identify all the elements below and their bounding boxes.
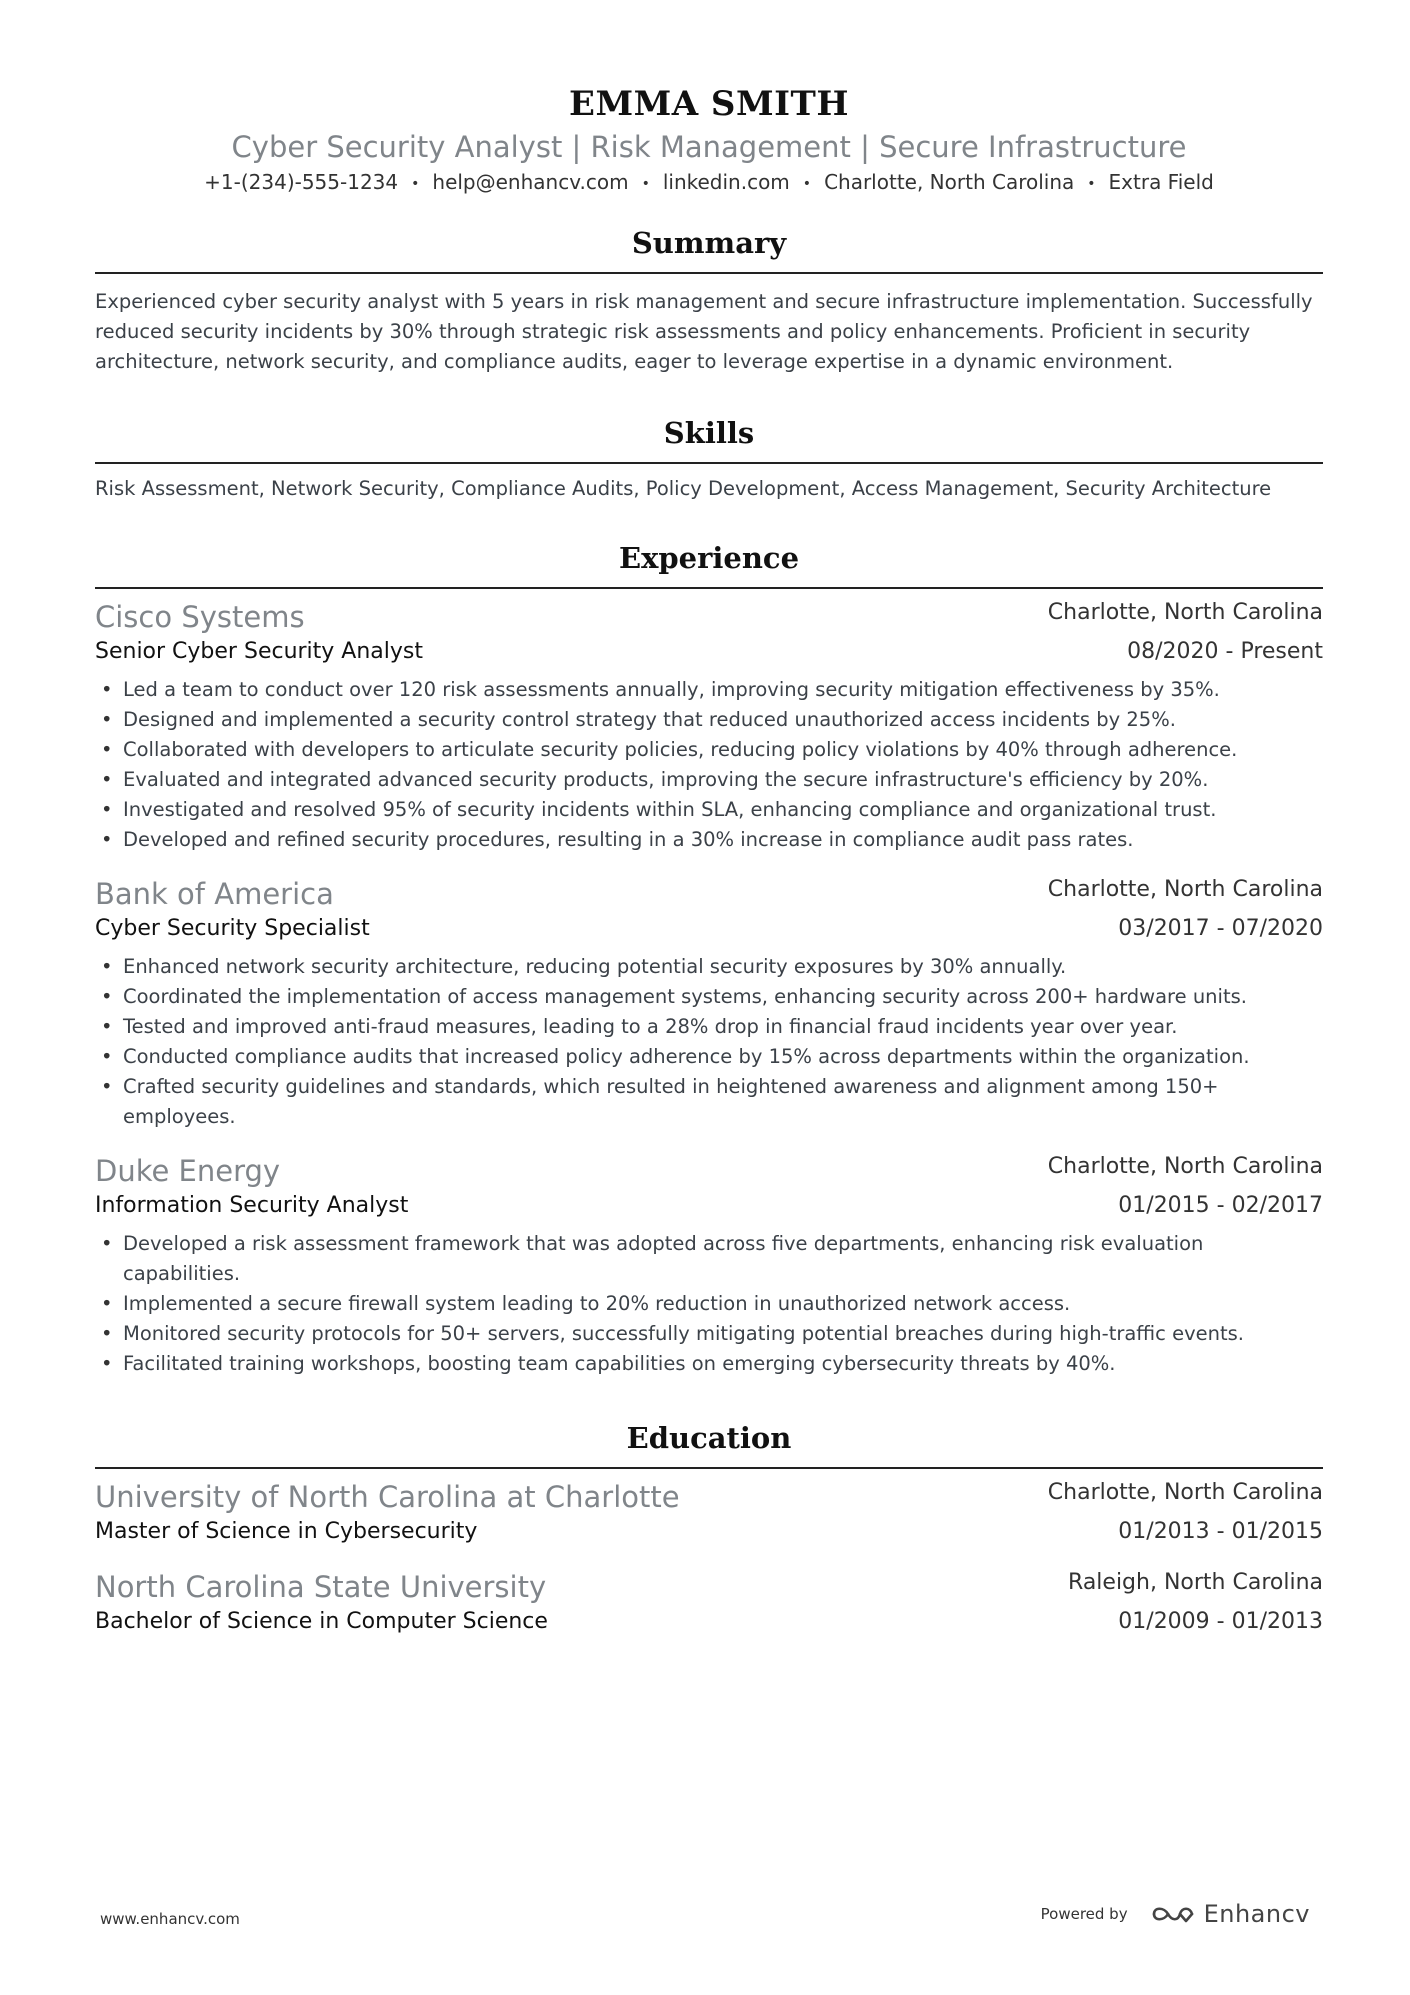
- extra-field-text: Extra Field: [1108, 170, 1214, 194]
- section-title-education: Education: [626, 1421, 792, 1455]
- education-dates: 01/2009 - 01/2013: [1118, 1609, 1323, 1634]
- skills-text: Risk Assessment, Network Security, Compliance Audits, Policy Development, Access Management, Security Architecture: [95, 477, 1272, 500]
- school-location: Charlotte, North Carolina: [1047, 1480, 1323, 1505]
- separator-dot: •: [1087, 175, 1096, 192]
- bullet-item: • Developed a risk assessment framework that was adopted across five departments, enhancing risk evaluation capabilities.: [95, 1229, 1323, 1289]
- bullet-item: • Implemented a secure firewall system leading to 20% reduction in unauthorized network access.: [95, 1289, 1323, 1319]
- enhancv-logo-icon: [1150, 1902, 1196, 1926]
- section-title-experience: Experience: [618, 541, 800, 575]
- summary-text: Experienced cyber security analyst with 5 years in risk management and secure infrastructure implementation. Successfully reduced security incidents by 30% through strategic risk assessments and policy enhancements. Proficient in security architecture, network security, and compliance audits, eager to leverage expertise in a dynamic environment.: [95, 290, 1313, 373]
- candidate-headline: Cyber Security Analyst | Risk Management | Secure Infrastructure: [231, 130, 1187, 164]
- company-name: Duke Energy: [95, 1154, 281, 1188]
- separator-dot: •: [641, 175, 650, 192]
- job-bullets: [95, 1229, 1323, 1379]
- section-divider: [95, 587, 1323, 589]
- job-dates: 01/2015 - 02/2017: [1118, 1193, 1323, 1218]
- degree-title: Bachelor of Science in Computer Science: [95, 1609, 548, 1634]
- bullet-item: • Conducted compliance audits that increased policy adherence by 15% across departments within the organization.: [95, 1042, 1323, 1072]
- separator-dot: •: [802, 175, 812, 192]
- job-location: Charlotte, North Carolina: [1047, 600, 1323, 625]
- bullet-item: • Tested and improved anti-fraud measures, leading to a 28% drop in financial fraud incidents year over year.: [95, 1012, 1323, 1042]
- enhancv-logo[interactable]: [1150, 1900, 1310, 1928]
- bullet-item: • Facilitated training workshops, boosting team capabilities on emerging cybersecurity threats by 40%.: [95, 1349, 1323, 1379]
- linkedin-link[interactable]: linkedin.com: [662, 170, 790, 194]
- degree-title: Master of Science in Cybersecurity: [95, 1519, 478, 1544]
- candidate-name: EMMA SMITH: [569, 84, 849, 124]
- section-divider: [95, 272, 1323, 274]
- bullet-item: • Designed and implemented a security control strategy that reduced unauthorized access incidents by 25%.: [95, 705, 1323, 735]
- job-title: Information Security Analyst: [95, 1193, 409, 1218]
- bullet-item: • Developed and refined security procedures, resulting in a 30% increase in compliance audit pass rates.: [95, 825, 1323, 855]
- footer-website-link[interactable]: www.enhancv.com: [100, 1910, 240, 1928]
- school-name: North Carolina State University: [95, 1570, 547, 1604]
- company-name: Cisco Systems: [95, 600, 305, 634]
- location-text: Charlotte, North Carolina: [824, 170, 1075, 194]
- job-bullets: [95, 675, 1323, 855]
- bullet-item: • Evaluated and integrated advanced security products, improving the secure infrastructure's efficiency by 20%.: [95, 765, 1323, 795]
- email-link[interactable]: help@enhancv.com: [432, 170, 629, 194]
- school-location: Raleigh, North Carolina: [1068, 1570, 1323, 1595]
- section-divider: [95, 1467, 1323, 1469]
- contact-line: [95, 170, 1323, 194]
- job-title: Senior Cyber Security Analyst: [95, 639, 424, 664]
- bullet-item: • Monitored security protocols for 50+ servers, successfully mitigating potential breaches during high-traffic events.: [95, 1319, 1323, 1349]
- job-location: Charlotte, North Carolina: [1047, 1154, 1323, 1179]
- job-dates: 08/2020 - Present: [1127, 639, 1323, 664]
- footer-branding: [1041, 1900, 1310, 1928]
- bullet-item: • Crafted security guidelines and standards, which resulted in heightened awareness and alignment among 150+ employees.: [95, 1072, 1323, 1132]
- phone-text: +1-(234)-555-1234: [204, 170, 399, 194]
- bullet-item: • Investigated and resolved 95% of security incidents within SLA, enhancing compliance and organizational trust.: [95, 795, 1323, 825]
- job-bullets: [95, 952, 1323, 1132]
- job-location: Charlotte, North Carolina: [1047, 877, 1323, 902]
- section-divider: [95, 462, 1323, 464]
- job-title: Cyber Security Specialist: [95, 916, 370, 941]
- bullet-item: • Collaborated with developers to articulate security policies, reducing policy violations by 40% through adherence.: [95, 735, 1323, 765]
- school-name: University of North Carolina at Charlotte: [95, 1480, 680, 1514]
- bullet-item: • Enhanced network security architecture, reducing potential security exposures by 30% annually.: [95, 952, 1323, 982]
- enhancv-brand-text: Enhancv: [1203, 1900, 1310, 1928]
- company-name: Bank of America: [95, 877, 334, 911]
- education-dates: 01/2013 - 01/2015: [1118, 1519, 1323, 1544]
- bullet-item: • Led a team to conduct over 120 risk assessments annually, improving security mitigation effectiveness by 35%.: [95, 675, 1323, 705]
- section-title-summary: Summary: [631, 226, 787, 260]
- bullet-item: • Coordinated the implementation of access management systems, enhancing security across 200+ hardware units.: [95, 982, 1323, 1012]
- powered-by-text: Powered by: [1040, 1905, 1128, 1923]
- job-dates: 03/2017 - 07/2020: [1118, 916, 1323, 941]
- separator-dot: •: [411, 175, 420, 192]
- section-title-skills: Skills: [663, 416, 755, 450]
